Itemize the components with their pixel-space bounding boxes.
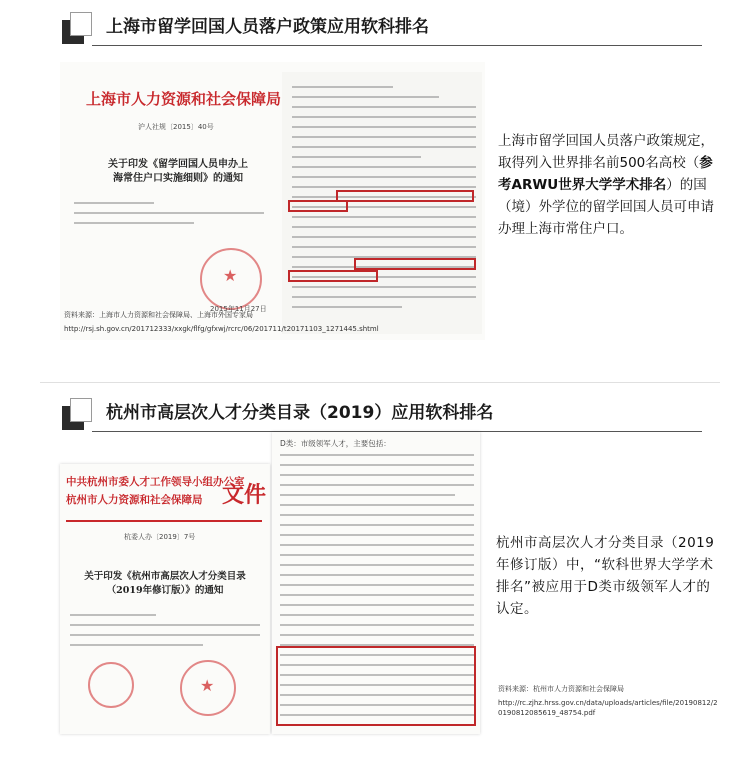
hangzhou-stamp-star: ★ [200,676,215,695]
shanghai-highlight-box-3 [354,258,476,270]
section1-header [62,8,702,48]
shanghai-bureau-title: 上海市人力资源和社会保障局 [86,90,282,108]
section2-header [62,394,702,434]
hangzhou-source-label: 资料来源：杭州市人力资源和社会保障局 [498,685,624,693]
shanghai-highlight-box-4 [288,270,378,282]
shanghai-doc-date: 2015年11月27日 [210,305,267,313]
hangzhou-left-text [70,614,260,654]
shanghai-description [498,130,720,240]
hangzhou-description: 杭州市高层次人才分类目录（2019年修订版）中，“软科世界大学学术排名”被应用于D类市级领军人才的认定。 [496,535,715,617]
shanghai-left-text [74,202,274,232]
shanghai-description-bold: 参考ARWU世界大学学术排名 [498,155,713,193]
hangzhou-doc-number: 杭委人办〔2019〕7号 [124,533,196,541]
shanghai-stamp-star: ★ [223,266,238,285]
section-divider [40,382,720,383]
shanghai-highlight-box-2 [288,200,348,212]
hangzhou-issuer-line1: 中共杭州市委人才工作领导小组办公室 [66,476,245,488]
shanghai-description-pre: 上海市留学回国人员落户政策规定，取得列入世界排名前500名高校（ [498,133,714,171]
header-rule [92,45,702,46]
shanghai-highlight-box-1 [336,190,474,202]
hangzhou-wenjian: 文件 [222,482,267,508]
header-square-light [70,12,92,36]
hangzhou-category-label: D类：市级领军人才，主要包括： [280,439,391,448]
shanghai-doc-image [60,62,485,340]
shanghai-right-page [282,72,482,334]
hangzhou-issuer-line2: 杭州市人力资源和社会保障局 [66,494,203,506]
hangzhou-doc-right-page [272,432,480,734]
hangzhou-doc-heading: 关于印发《杭州市高层次人才分类目录（2019年修订版）》的通知 [84,571,246,596]
hangzhou-red-rule [66,520,262,522]
shanghai-description-post: ）的国（境）外学位的留学回国人员可申请办理上海市常住户口。 [498,177,714,237]
shanghai-source-label: 资料来源：上海市人力资源和社会保障局、上海市外国专家局 [64,311,253,319]
section1-title: 上海市留学回国人员落户政策应用软科排名 [106,17,429,37]
hangzhou-stamp-left [88,662,134,708]
shanghai-source [64,310,484,334]
header-square-light [70,398,92,422]
shanghai-doc-number: 沪人社规〔2015〕40号 [138,123,214,131]
hangzhou-source [498,684,720,718]
shanghai-doc-heading: 关于印发《留学回国人员申办上海常住户口实施细则》的通知 [108,159,248,184]
hangzhou-doc-left-page [60,464,270,734]
hangzhou-highlight-box [276,646,476,726]
hangzhou-source-url: http://rc.zjhz.hrss.gov.cn/data/uploads/articles/file/20190812/20190812085619_48754.pdf [498,699,718,717]
section2-title: 杭州市高层次人才分类目录（2019）应用软科排名 [106,403,494,423]
shanghai-source-url: http://rsj.sh.gov.cn/201712333/xxgk/flfg/gfxwj/rcrc/06/201711/t20171103_1271445.shtml [64,325,379,333]
